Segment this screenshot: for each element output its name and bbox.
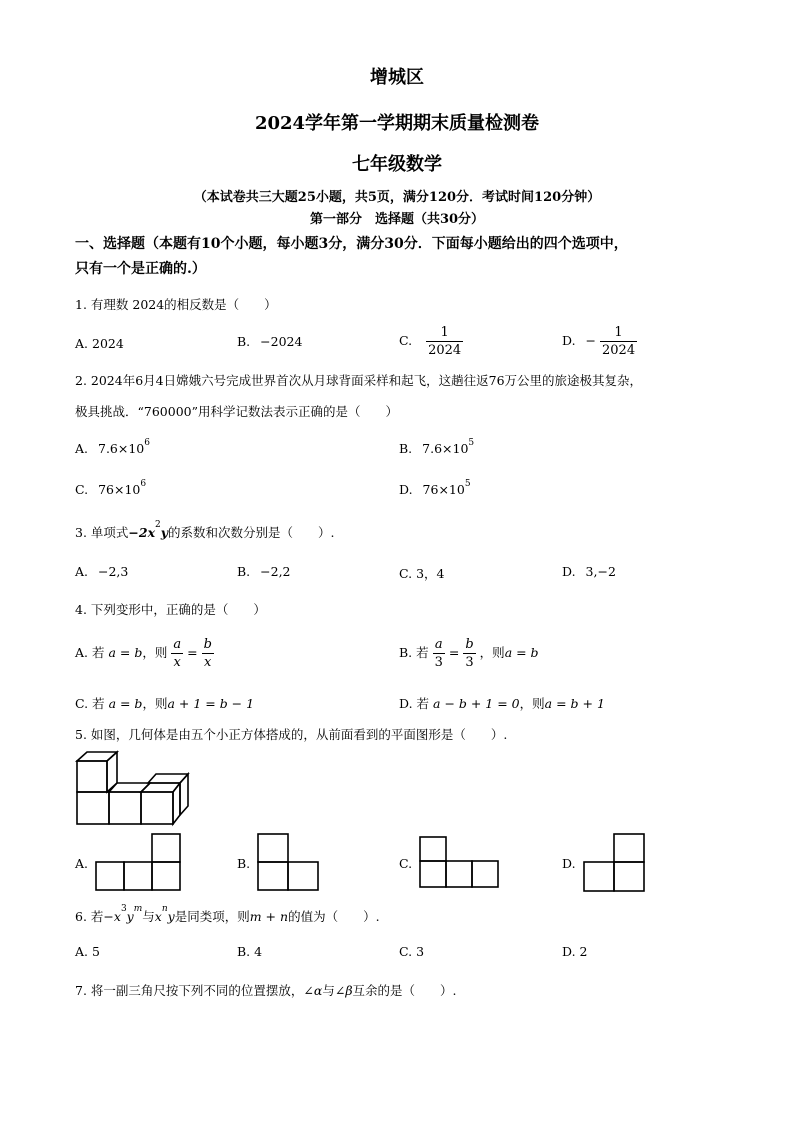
angle-alpha: ∠α xyxy=(303,983,323,998)
part-title: 第一部分 选择题（共30分） xyxy=(309,212,485,227)
equals: = xyxy=(187,645,198,660)
stem-text: 7. 将一副三角尺按下列不同的位置摆放， xyxy=(75,983,304,998)
minus-sign: − xyxy=(585,333,597,348)
option-label: A. xyxy=(75,336,89,351)
option-text: ，则 xyxy=(479,645,505,660)
fraction: $\frac{a}{x}$ xyxy=(173,637,182,670)
exam-title: 2024学年第一学期期末质量检测卷 xyxy=(254,113,540,134)
q6-option-b[interactable]: B. 4 xyxy=(237,944,263,959)
option-label: C. xyxy=(399,333,413,348)
stem-text: 3. 单项式 xyxy=(75,525,129,540)
term2: x xyxy=(154,909,162,924)
result: a = b xyxy=(504,645,539,660)
sum-expression: m + n xyxy=(249,909,289,924)
district-title: 增城区 xyxy=(370,67,424,88)
option-base: 76×10 xyxy=(98,482,141,497)
option-label: A. xyxy=(75,856,89,871)
option-label: C. xyxy=(399,566,413,581)
option-base: 7.6×10 xyxy=(98,441,145,456)
stem-text: 是同类项，则 xyxy=(174,909,250,924)
option-value: −2,3 xyxy=(98,564,129,579)
stem-text: 互余的是（ ）. xyxy=(352,983,457,998)
option-base: 7.6×10 xyxy=(422,441,469,456)
option-value: −2024 xyxy=(260,334,303,349)
option-label: D. xyxy=(399,482,413,497)
option-exponent: 6 xyxy=(144,438,150,448)
q2-stem-line1: 2. 2024年6月4日嫦娥六号完成世界首次从月球背面采样和起飞，这趟往返76万公里的旅途极其复杂， xyxy=(75,373,643,388)
q6-option-c[interactable]: C. 3 xyxy=(399,944,425,959)
monomial: −2x xyxy=(128,525,156,540)
fraction: $\frac{b}{x}$ xyxy=(203,637,212,670)
option-label: A. xyxy=(75,564,89,579)
option-text: ，则 xyxy=(142,645,168,660)
term2-var: y xyxy=(167,909,175,924)
monomial-var: y xyxy=(160,525,169,540)
option-label: B. xyxy=(237,564,251,579)
exponent: n xyxy=(161,904,168,914)
option-label: D. xyxy=(562,856,576,871)
option-text: B. 若 xyxy=(399,645,429,660)
option-value: 3，4 xyxy=(416,566,445,581)
option-label: D. xyxy=(562,333,576,348)
fraction: $\frac{1}{2024}$ xyxy=(428,325,462,358)
stem-text: 的值为（ ）. xyxy=(288,909,380,924)
exam-note: （本试卷共三大题25小题，共5页，满分120分．考试时间120分钟） xyxy=(193,190,601,205)
option-value: 3,−2 xyxy=(585,564,616,579)
angle-beta: ∠β xyxy=(334,983,353,998)
option-text: C. 若 xyxy=(75,696,105,711)
q7-stem xyxy=(75,981,457,999)
result: a + 1 = b − 1 xyxy=(167,696,255,711)
option-text: ，则 xyxy=(519,696,545,711)
exponent: 2 xyxy=(155,520,161,530)
equals: = xyxy=(448,645,460,660)
q4-stem: 4. 下列变形中，正确的是（ ） xyxy=(75,602,266,617)
result: a = b + 1 xyxy=(544,696,605,711)
q1-stem: 1. 有理数 2024的相反数是（ ） xyxy=(75,297,277,312)
option-label: A. xyxy=(75,441,89,456)
option-value: −2,2 xyxy=(260,564,291,579)
q6-option-a[interactable]: A. 5 xyxy=(75,944,100,959)
fraction: $\frac{1}{2024}$ xyxy=(602,325,636,358)
q6-option-d[interactable]: D. 2 xyxy=(562,944,588,959)
condition: a = b xyxy=(108,696,143,711)
q6-stem xyxy=(75,904,380,925)
fraction: $\frac{a}{3}$ xyxy=(434,637,443,670)
option-exponent: 5 xyxy=(464,479,471,489)
option-label: B. xyxy=(399,441,413,456)
option-label: B. xyxy=(237,856,251,871)
section-heading-line1: 一、选择题（本题有10个小题，每小题3分，满分30分．下面每小题给出的四个选项中， xyxy=(75,236,628,252)
stem-text: 与 xyxy=(142,909,155,924)
stem-text: 6. 若 xyxy=(75,909,104,924)
q2-stem-line2: 极具挑战．“760000”用科学记数法表示正确的是（ ） xyxy=(75,404,398,419)
term1: −x xyxy=(103,909,121,924)
option-exponent: 6 xyxy=(140,479,147,489)
exponent: 3 xyxy=(120,904,127,914)
option-text: A. 若 xyxy=(75,645,105,660)
option-text: ，则 xyxy=(142,696,168,711)
option-label: D. xyxy=(562,564,576,579)
option-text: D. 若 xyxy=(399,696,430,711)
fraction: $\frac{b}{3}$ xyxy=(465,637,474,670)
option-label: C. xyxy=(399,856,413,871)
section-heading-line2: 只有一个是正确的.） xyxy=(75,261,206,277)
option-base: 76×10 xyxy=(422,482,465,497)
condition: a = b xyxy=(108,645,143,660)
stem-text: 与 xyxy=(322,983,335,998)
condition: a − b + 1 = 0 xyxy=(433,696,520,711)
subject-title: 七年级数学 xyxy=(352,154,442,175)
term1-var: y xyxy=(126,909,134,924)
option-exponent: 5 xyxy=(468,438,475,448)
q5-stem: 5. 如图，几何体是由五个小正方体搭成的，从前面看到的平面图形是（ ）. xyxy=(75,727,508,742)
stem-text: 的系数和次数分别是（ ）. xyxy=(168,525,335,540)
option-label: C. xyxy=(75,482,89,497)
option-label: B. xyxy=(237,334,251,349)
exponent: m xyxy=(133,904,143,914)
option-value: 2024 xyxy=(92,336,124,351)
